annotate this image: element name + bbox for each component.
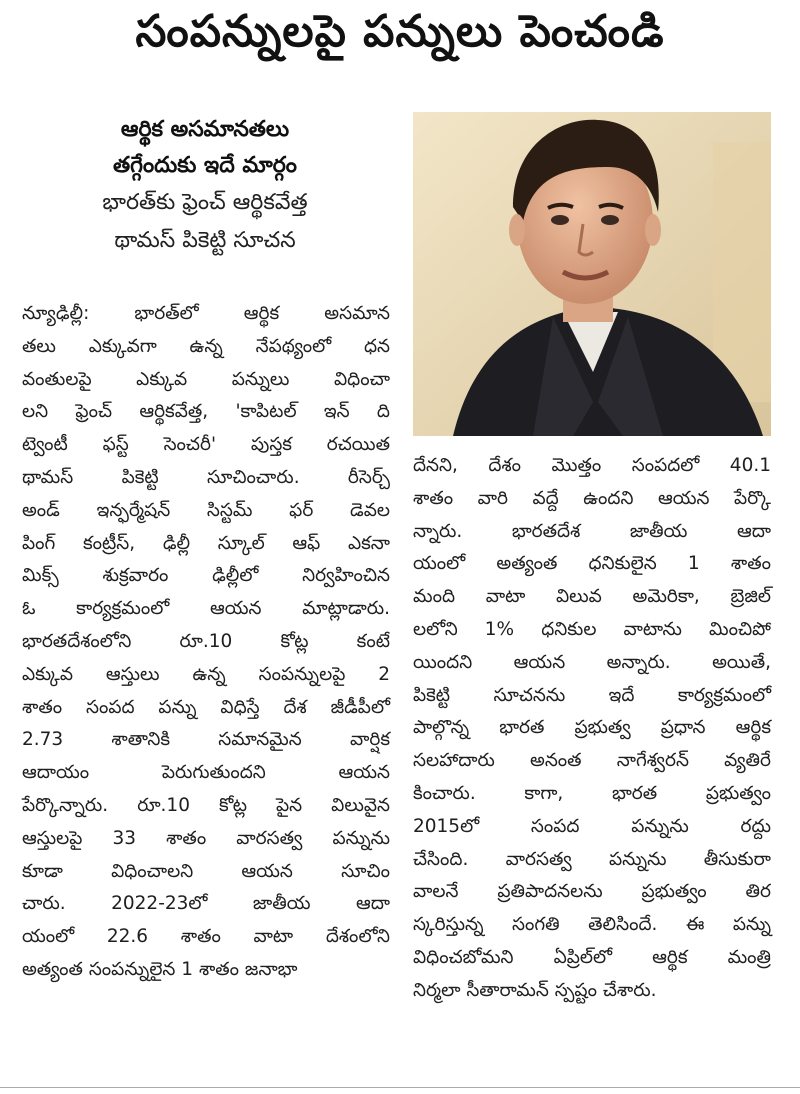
left-column	[22, 298, 390, 987]
left-column-line: మిక్స్ శుక్రవారం ఢిల్లీలో నిర్వహించిన	[22, 565, 390, 587]
left-column-line: యంలో 22.6 శాతం వాటా దేశంలోని	[22, 926, 390, 948]
left-column-line: పేర్కొన్నారు. రూ.10 కోట్ల పైన విలువైన	[22, 794, 390, 816]
left-column-line: న్యూఢిల్లీ: భారత్‌లో ఆర్థిక అసమాన	[22, 303, 390, 324]
headline: సంపన్నులపై పన్నులు పెంచండి	[135, 6, 665, 57]
right-column-line: మంది వాటా విలువ అమెరికా, బ్రెజిల్	[413, 586, 771, 608]
left-column-line: పింగ్ కంట్రీస్, ఢిల్లీ స్కూల్ ఆఫ్ ఎకనా	[22, 532, 390, 554]
right-column-line: విధించబోమని ఏప్రిల్‌లో ఆర్థిక మంత్రి	[413, 946, 771, 968]
right-column-line: యిందని ఆయన అన్నారు. అయితే,	[413, 651, 771, 673]
left-column-line: ట్వెంటీ ఫస్ట్ సెంచరీ' పుస్తక రచయిత	[22, 434, 390, 456]
left-column-line: భారతదేశంలోని రూ.10 కోట్ల కంటే	[22, 630, 390, 652]
left-column-line: అండ్ ఇన్ఫర్మేషన్ సిస్టమ్ ఫర్ డెవల	[22, 499, 390, 521]
right-column-line: స్కరిస్తున్న సంగతి తెలిసిందే. ఈ పన్ను	[413, 914, 771, 936]
deck-line-1: ఆర్థిక అసమానతలు	[120, 117, 290, 142]
right-column-line: యంలో అత్యంత ధనికులైన 1 శాతం	[413, 553, 771, 575]
left-column-line: ఓ కార్యక్రమంలో ఆయన మాట్లాడారు.	[22, 598, 390, 620]
left-column-line: ఆదాయం పెరుగుతుందని ఆయన	[22, 762, 390, 784]
right-column-line: దేనని, దేశం మొత్తం సంపదలో 40.1	[413, 455, 771, 476]
right-column-line: లలోని 1% ధనికుల వాటాను మించిపో	[413, 618, 771, 640]
portrait-photo	[413, 112, 771, 436]
left-column-line: కూడా విధించాలని ఆయన సూచిం	[22, 860, 390, 882]
right-column-line: నిర్మలా సీతారామన్ స్పష్టం చేశారు.	[413, 979, 657, 1001]
bottom-rule	[0, 1087, 800, 1088]
left-column-line: అత్యంత సంపన్నులైన 1 శాతం జనాభా	[22, 958, 298, 980]
right-column-line: కించారు. కాగా, భారత ప్రభుత్వం	[413, 782, 771, 804]
deck	[30, 112, 380, 260]
deck-line-2: తగ్గేందుకు ఇదే మార్గం	[113, 153, 297, 178]
left-column-line: ఎక్కువ ఆస్తులు ఉన్న సంపన్నులపై 2	[22, 663, 390, 685]
deck-line-3: భారత్‌కు ఫ్రెంచ్ ఆర్థికవేత్త	[102, 190, 308, 215]
left-column-line: ఆస్తులపై 33 శాతం వారసత్వ పన్నును	[22, 827, 390, 849]
right-column-line: పికెట్టి సూచనను ఇదే కార్యక్రమంలో	[413, 684, 771, 706]
left-column-line: తలు ఎక్కువగా ఉన్న నేపథ్యంలో ధన	[22, 335, 390, 357]
left-column-line: వంతులపై ఎక్కువ పన్నులు విధించా	[22, 368, 390, 390]
left-column-line: లని ఫ్రెంచ్ ఆర్థికవేత్త, 'కాపిటల్ ఇన్ ది	[22, 401, 390, 423]
left-column-line: 2.73 శాతానికి సమానమైన వార్షిక	[22, 729, 390, 751]
right-column-line: సలహాదారు అనంత నాగేశ్వరన్ వ్యతిరే	[413, 750, 771, 772]
right-column-line: వాలనే ప్రతిపాదనలను ప్రభుత్వం తిర	[413, 881, 771, 903]
portrait-illustration	[413, 112, 771, 436]
right-column-line: 2015లో సంపద పన్నును రద్దు	[413, 815, 771, 837]
right-column-line: న్నారు. భారతదేశ జాతీయ ఆదా	[413, 520, 771, 542]
right-column-line: శాతం వారి వద్దే ఉందని ఆయన పేర్కొ	[413, 487, 771, 509]
left-column-line: థామస్ పికెట్టి సూచించారు. రీసెర్చ్	[22, 466, 390, 488]
right-column-line: పాల్గొన్న భారత ప్రభుత్వ ప్రధాన ఆర్థిక	[413, 717, 771, 739]
left-column-line: చారు. 2022-23లో జాతీయ ఆదా	[22, 893, 390, 915]
right-column	[413, 450, 771, 1008]
right-column-line: చేసింది. వారసత్వ పన్నును తీసుకురా	[413, 848, 771, 870]
left-column-line: శాతం సంపద పన్ను విధిస్తే దేశ జీడీపీలో	[22, 696, 390, 718]
deck-line-4: థామస్ పికెట్టి సూచన	[114, 228, 296, 253]
